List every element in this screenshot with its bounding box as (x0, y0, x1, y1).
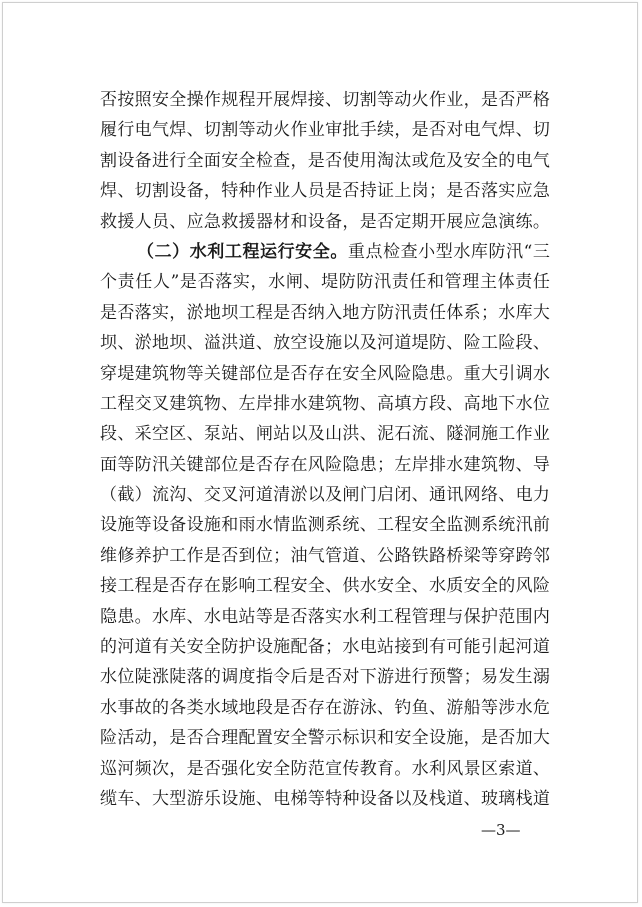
paragraph-continued (100, 85, 550, 237)
text-line: 否按照安全操作规程开展焊接、切割等动火作业，是否严格 (100, 90, 550, 110)
text-line: 个责任人”是否落实，水闸、堤防防汛责任和管理主体责任 (100, 272, 550, 293)
page-number: —3— (481, 821, 521, 839)
text-line: 面等防汛关键部位是否存在风险隐患；左岸排水建筑物、导 (100, 454, 550, 475)
text-line: 险活动，是否合理配置安全警示标识和安全设施，是否加大 (100, 728, 550, 749)
text-line: 穿堤建筑物等关键部位是否存在安全风险隐患。重大引调水 (100, 363, 550, 384)
text-line: 段、采空区、泵站、闸站以及山洪、泥石流、隧洞施工作业 (100, 424, 550, 445)
text-line: 接工程是否存在影响工程安全、供水安全、水质安全的风险 (100, 576, 550, 597)
document-body (100, 85, 550, 814)
text-line: 是否落实，淤地坝工程是否纳入地方防汛责任体系；水库大 (100, 302, 550, 323)
text-line: 的河道有关安全防护设施配备；水电站接到有可能引起河道 (100, 637, 550, 658)
text-line: 救援人员、应急救援器材和设备，是否定期开展应急演练。 (100, 211, 550, 232)
text-run: 重点检查小型水库防汛“三 (347, 241, 550, 262)
text-line: 水事故的各类水域地段是否存在游泳、钓鱼、游船等涉水危 (100, 697, 550, 718)
text-line: 设施等设备设施和雨水情监测系统、工程安全监测系统汛前 (100, 515, 550, 536)
text-line: 巡河频次，是否强化安全防范宣传教育。水利风景区索道、 (100, 758, 550, 779)
document-page (2, 2, 638, 903)
text-line-with-heading (100, 237, 550, 267)
text-line: 缆车、大型游乐设施、电梯等特种设备以及栈道、玻璃栈道 (100, 788, 550, 809)
text-line: （截）流沟、交叉河道清淤以及闸门启闭、通讯网络、电力 (100, 485, 550, 506)
text-line: 履行电气焊、切割等动火作业审批手续，是否对电气焊、切 (100, 120, 550, 141)
text-line: 坝、淤地坝、溢洪道、放空设施以及河道堤防、险工险段、 (100, 333, 550, 354)
paragraph-water-project-safety (100, 237, 550, 814)
text-line: 水位陡涨陡落的调度指令后是否对下游进行预警；易发生溺 (100, 667, 550, 688)
text-line: 割设备进行全面安全检查，是否使用淘汰或危及安全的电气 (100, 150, 550, 171)
text-line: 工程交叉建筑物、左岸排水建筑物、高填方段、高地下水位 (100, 393, 550, 414)
text-line: 隐患。水库、水电站等是否落实水利工程管理与保护范围内 (100, 606, 550, 627)
text-line: 维修养护工作是否到位；油气管道、公路铁路桥梁等穿跨邻 (100, 545, 550, 566)
section-heading: （二）水利工程运行安全。 (137, 241, 348, 262)
text-line: 焊、切割设备，特种作业人员是否持证上岗；是否落实应急 (100, 181, 550, 202)
